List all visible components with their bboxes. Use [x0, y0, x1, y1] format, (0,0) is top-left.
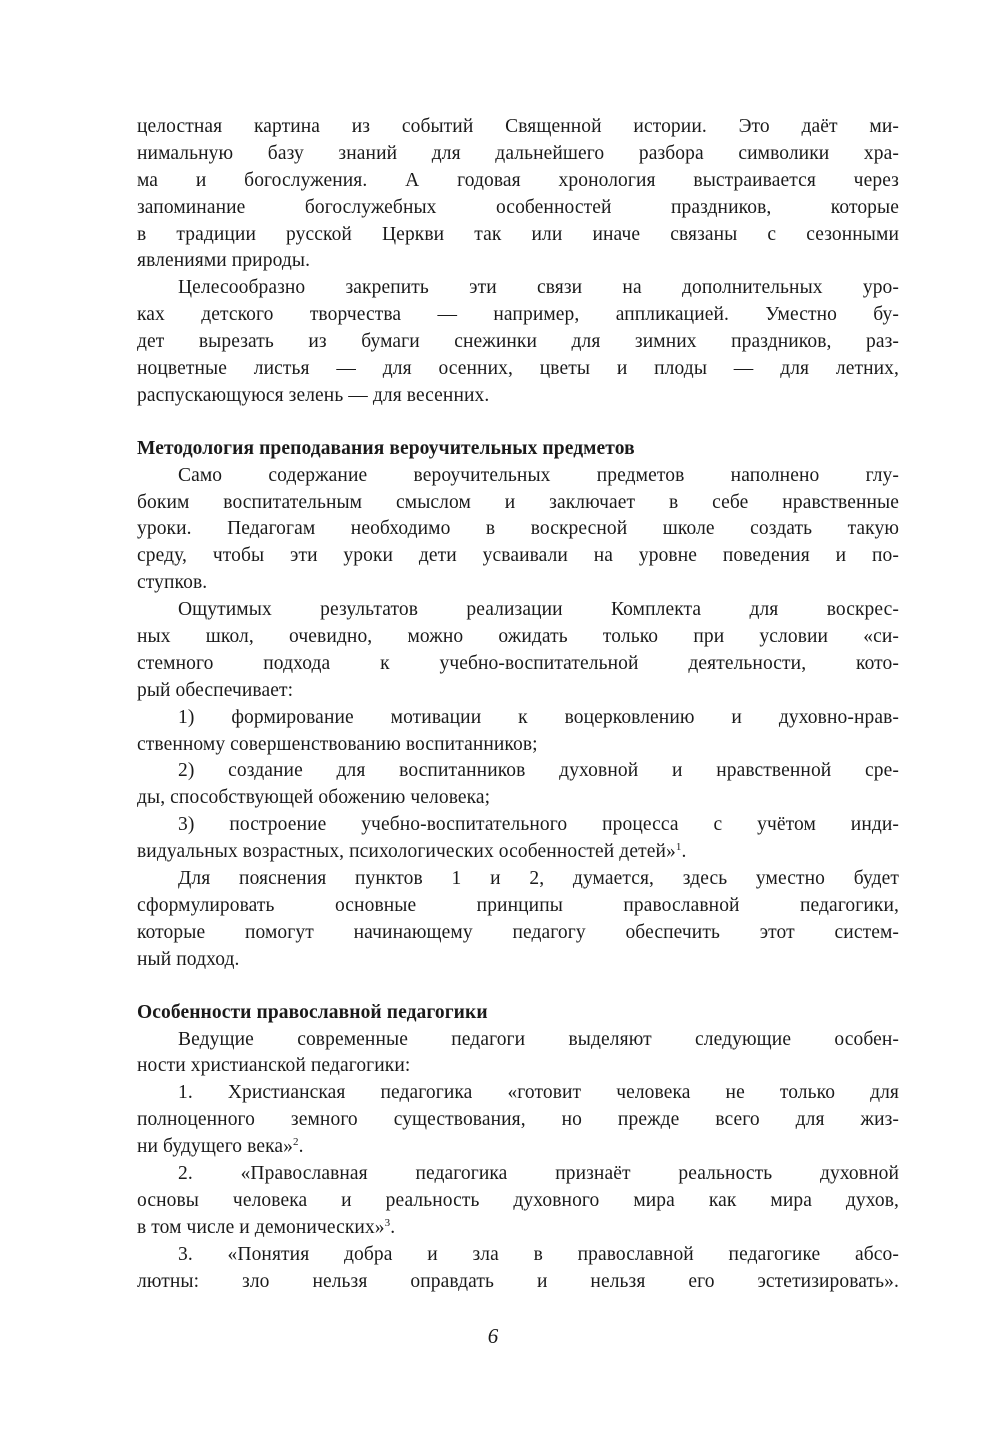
text-line: [137, 302, 899, 329]
line-text: 2. «Православная педагогика признаёт реальность духовной: [178, 1162, 899, 1184]
paragraph: [137, 1080, 899, 1161]
text-line: [137, 1107, 899, 1134]
line-text: в том числе и демонических»: [137, 1216, 385, 1238]
paragraph: [137, 463, 899, 597]
text-line: [137, 570, 899, 597]
line-text: ный подход.: [137, 948, 240, 970]
paragraph: [137, 1027, 899, 1081]
text-line: [137, 490, 899, 517]
paragraph: [137, 1161, 899, 1242]
line-text: Целесообразно закрепить эти связи на дополнительных уро-: [178, 277, 899, 299]
footnote-ref[interactable]: 2: [292, 1136, 299, 1149]
line-text: ных школ, очевидно, можно ожидать только при условии «си-: [137, 626, 899, 648]
text-line: [137, 141, 899, 168]
line-text: запоминание богослужебных особенностей праздников, которые: [137, 196, 899, 218]
line-tail: .: [390, 1216, 396, 1238]
text-line: [137, 329, 899, 356]
line-text: полноценного земного существования, но прежде всего для жиз-: [137, 1109, 899, 1131]
line-text: 3. «Понятия добра и зла в православной педагогике абсо-: [178, 1243, 899, 1265]
footnote-ref[interactable]: 3: [384, 1216, 391, 1229]
footnote-ref[interactable]: 1: [675, 841, 682, 854]
text-line: [137, 383, 899, 410]
line-text: распускающуюся зелень — для весенних.: [137, 384, 490, 406]
text-line: [137, 758, 899, 785]
line-tail: .: [681, 841, 687, 863]
line-text: среду, чтобы эти уроки дети усваивали на уровне поведения и по-: [137, 545, 899, 567]
text-line: [137, 275, 899, 302]
text-line: [137, 1134, 899, 1161]
text-line: [137, 839, 899, 866]
text-line: [137, 114, 899, 141]
line-text: 3) построение учебно-воспитательного процесса с учётом инди-: [178, 814, 899, 836]
line-text: Ощутимых результатов реализации Комплекта для воскрес-: [178, 599, 899, 621]
section-heading: Методология преподавания вероучительных предметов: [137, 437, 635, 459]
text-line: [137, 866, 899, 893]
line-text: 1) формирование мотивации к воцерковлению и духовно-нрав-: [178, 706, 899, 728]
paragraph: [137, 1242, 899, 1296]
text-line: [137, 543, 899, 570]
line-text: рый обеспечивает:: [137, 679, 294, 701]
text-line: [137, 1080, 899, 1107]
line-text: видуальных возрастных, психологических особенностей детей»: [137, 841, 676, 863]
page-number: 6: [487, 1324, 499, 1348]
text-line: [137, 1269, 899, 1296]
line-text: дет вырезать из бумаги снежинки для зимних праздников, раз-: [137, 331, 899, 353]
line-text: в традиции русской Церкви так или иначе связаны с сезонными: [137, 223, 899, 245]
text-line: [137, 624, 899, 651]
section-gap: [137, 410, 899, 436]
line-text: Для пояснения пунктов 1 и 2, думается, здесь уместно будет: [178, 868, 899, 890]
line-text: 1. Христианская педагогика «готовит человека не только для: [178, 1082, 899, 1104]
line-text: ственному совершенствованию воспитанников;: [137, 733, 538, 755]
line-text: ни будущего века»: [137, 1136, 293, 1158]
line-text: боким воспитательным смыслом и заключает в себе нравственные: [137, 491, 899, 513]
line-text: которые помогут начинающему педагогу обеспечить этот систем-: [137, 921, 899, 943]
line-text: лютны: зло нельзя оправдать и нельзя его эстетизировать».: [137, 1270, 899, 1292]
paragraph: [137, 705, 899, 759]
text-line: [137, 1215, 899, 1242]
paragraph: [137, 275, 899, 409]
paragraph: [137, 866, 899, 974]
line-text: ности христианской педагогики:: [137, 1055, 411, 1077]
text-line: [137, 516, 899, 543]
line-text: явлениями природы.: [137, 250, 311, 272]
line-text: ступков.: [137, 572, 208, 594]
text-line: [137, 678, 899, 705]
text-line: [137, 1242, 899, 1269]
text-line: [137, 222, 899, 249]
text-line: [137, 705, 899, 732]
paragraph: [137, 758, 899, 812]
line-text: стемного подхода к учебно-воспитательной деятельности, кото-: [137, 652, 899, 674]
text-line: [137, 248, 899, 275]
text-line: [137, 1027, 899, 1054]
line-text: Само содержание вероучительных предметов наполнено глу-: [178, 464, 899, 486]
text-line: [137, 947, 899, 974]
text-line: [137, 1161, 899, 1188]
text-line: [137, 651, 899, 678]
text-line: [137, 812, 899, 839]
text-line: [137, 1188, 899, 1215]
text-line: [137, 785, 899, 812]
line-text: сформулировать основные принципы православной педагогики,: [137, 894, 899, 916]
text-line: [137, 356, 899, 383]
paragraph: [137, 812, 899, 866]
line-text: ках детского творчества — например, аппликацией. Уместно бу-: [137, 304, 899, 326]
page-body: [137, 114, 899, 1295]
text-line: [137, 732, 899, 759]
line-text: целостная картина из событий Священной истории. Это даёт ми-: [137, 116, 899, 137]
paragraph: [137, 597, 899, 705]
line-text: ма и богослужения. А годовая хронология выстраивается через: [137, 169, 899, 191]
text-line: [137, 893, 899, 920]
section-gap: [137, 974, 899, 1000]
line-text: Ведущие современные педагоги выделяют следующие особен-: [178, 1028, 899, 1050]
text-line: [137, 920, 899, 947]
line-text: 2) создание для воспитанников духовной и нравственной сре-: [178, 760, 899, 782]
text-line: [137, 195, 899, 222]
text-line: [137, 168, 899, 195]
text-line: [137, 1053, 899, 1080]
section-heading: Особенности православной педагогики: [137, 1001, 488, 1023]
line-text: уроки. Педагогам необходимо в воскресной школе создать такую: [137, 518, 899, 540]
line-text: ноцветные листья — для осенних, цветы и плоды — для летних,: [137, 358, 899, 380]
line-text: ды, способствующей обожению человека;: [137, 787, 491, 809]
text-line: [137, 597, 899, 624]
line-text: основы человека и реальность духовного мира как мира духов,: [137, 1189, 899, 1211]
line-tail: .: [298, 1136, 304, 1158]
line-text: нимальную базу знаний для дальнейшего разбора символики хра-: [137, 142, 899, 164]
paragraph: [137, 114, 899, 275]
text-line: [137, 463, 899, 490]
